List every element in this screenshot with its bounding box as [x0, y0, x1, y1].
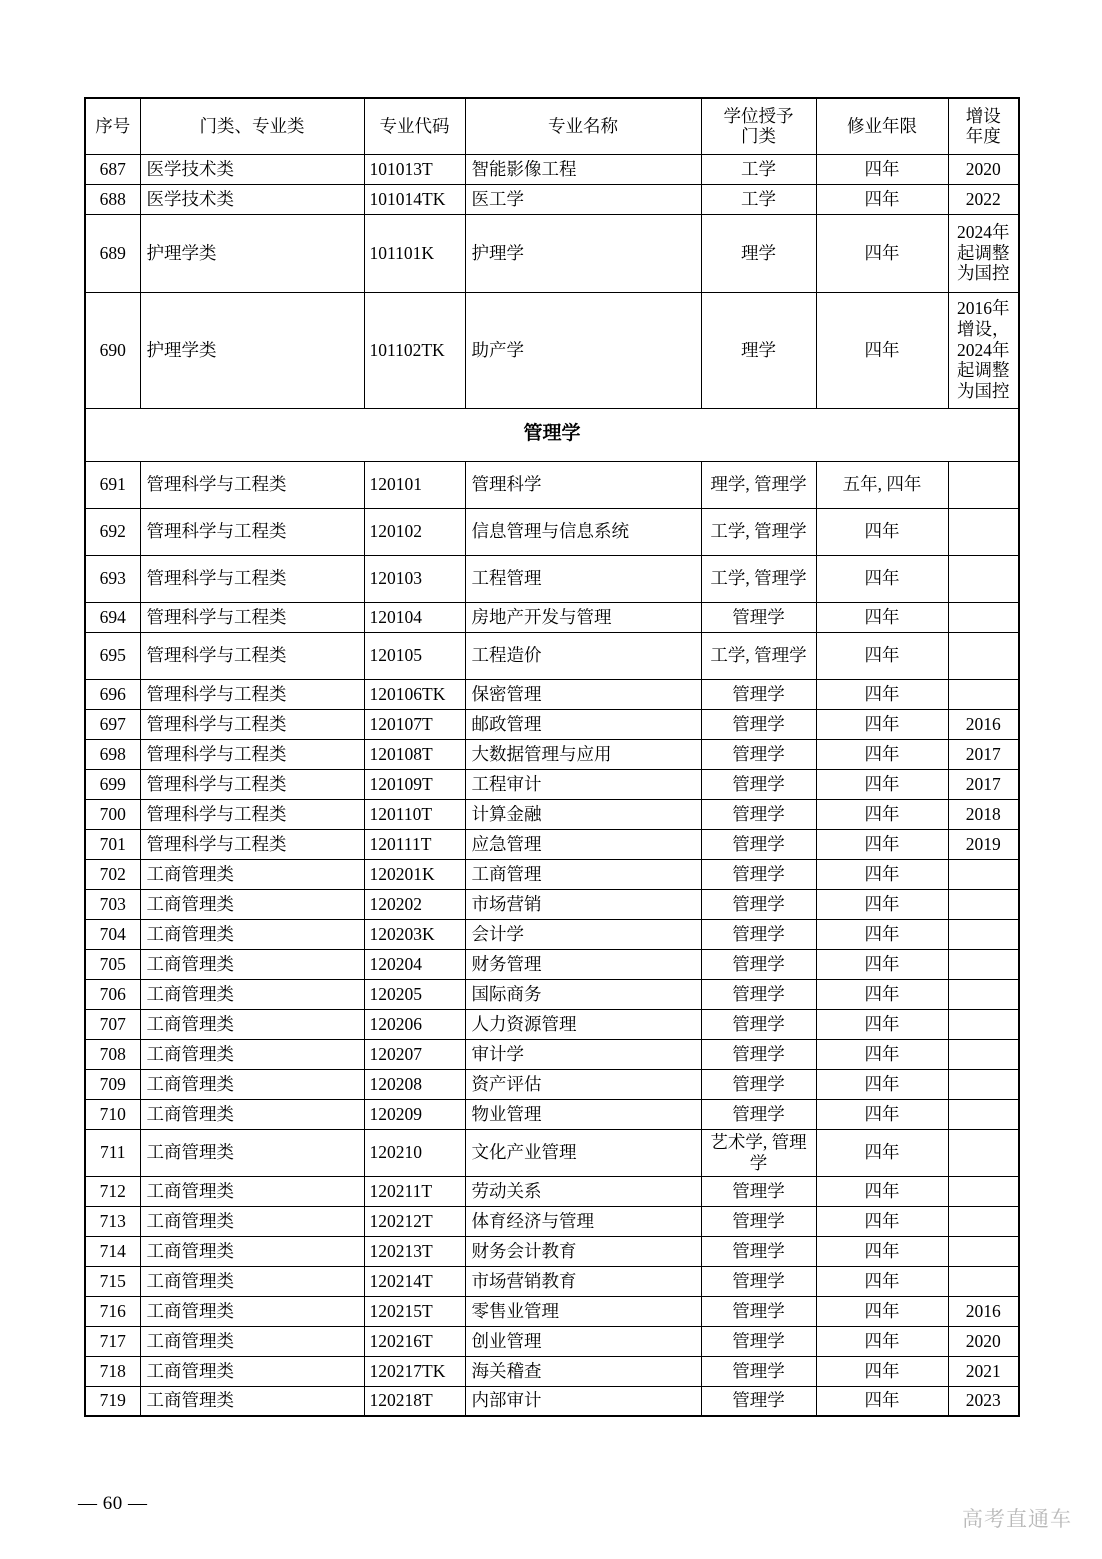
cell-index: 708 — [85, 1039, 140, 1069]
cell-name: 资产评估 — [465, 1069, 701, 1099]
cell-added-year — [948, 679, 1019, 709]
cell-duration: 四年 — [816, 508, 948, 555]
cell-index: 692 — [85, 508, 140, 555]
cell-degree: 管理学 — [701, 1326, 816, 1356]
cell-index: 690 — [85, 292, 140, 408]
cell-name: 管理科学 — [465, 461, 701, 508]
cell-degree: 管理学 — [701, 769, 816, 799]
cell-degree: 艺术学, 管理学 — [701, 1129, 816, 1176]
cell-added-year — [948, 1176, 1019, 1206]
cell-index: 706 — [85, 979, 140, 1009]
cell-added-year: 2017 — [948, 739, 1019, 769]
cell-code: 120107T — [364, 709, 465, 739]
cell-index: 697 — [85, 709, 140, 739]
cell-category: 工商管理类 — [140, 919, 364, 949]
cell-name: 工程造价 — [465, 632, 701, 679]
cell-name: 海关稽查 — [465, 1356, 701, 1386]
table-row — [85, 508, 1019, 555]
cell-index: 700 — [85, 799, 140, 829]
page-number: — 60 — — [78, 1493, 148, 1514]
cell-index: 702 — [85, 859, 140, 889]
cell-duration: 四年 — [816, 184, 948, 214]
table-row — [85, 1236, 1019, 1266]
cell-code: 120106TK — [364, 679, 465, 709]
table-row — [85, 1039, 1019, 1069]
cell-degree: 管理学 — [701, 1009, 816, 1039]
cell-category: 护理学类 — [140, 292, 364, 408]
cell-index: 689 — [85, 214, 140, 292]
table-row — [85, 602, 1019, 632]
cell-code: 120111T — [364, 829, 465, 859]
cell-duration: 四年 — [816, 292, 948, 408]
cell-degree: 理学 — [701, 214, 816, 292]
cell-code: 120102 — [364, 508, 465, 555]
cell-added-year — [948, 508, 1019, 555]
cell-code: 120108T — [364, 739, 465, 769]
cell-degree: 管理学 — [701, 949, 816, 979]
cell-index: 719 — [85, 1386, 140, 1416]
cell-index: 693 — [85, 555, 140, 602]
cell-added-year: 2023 — [948, 1386, 1019, 1416]
column-header-degree — [701, 98, 816, 154]
cell-index: 714 — [85, 1236, 140, 1266]
cell-index: 716 — [85, 1296, 140, 1326]
table-row — [85, 859, 1019, 889]
cell-code: 120212T — [364, 1206, 465, 1236]
cell-degree: 管理学 — [701, 1296, 816, 1326]
cell-degree: 管理学 — [701, 1206, 816, 1236]
cell-degree: 管理学 — [701, 1099, 816, 1129]
cell-degree: 管理学 — [701, 1176, 816, 1206]
cell-degree: 理学 — [701, 292, 816, 408]
table-row — [85, 214, 1019, 292]
cell-duration: 四年 — [816, 555, 948, 602]
cell-duration: 四年 — [816, 1266, 948, 1296]
cell-code: 120101 — [364, 461, 465, 508]
table-row — [85, 1356, 1019, 1386]
cell-added-year — [948, 1069, 1019, 1099]
cell-added-year: 2020 — [948, 1326, 1019, 1356]
cell-added-year: 2020 — [948, 154, 1019, 184]
cell-category: 管理科学与工程类 — [140, 739, 364, 769]
cell-category: 管理科学与工程类 — [140, 461, 364, 508]
cell-name: 财务管理 — [465, 949, 701, 979]
cell-category: 护理学类 — [140, 214, 364, 292]
cell-category: 工商管理类 — [140, 979, 364, 1009]
column-header-degree-line1: 学位授予 — [723, 105, 794, 126]
table-row — [85, 739, 1019, 769]
cell-added-year: 2016年增设，2024年起调整为国控 — [948, 292, 1019, 408]
cell-code: 120217TK — [364, 1356, 465, 1386]
cell-category: 管理科学与工程类 — [140, 829, 364, 859]
column-header-category: 门类、专业类 — [140, 98, 364, 154]
cell-degree: 管理学 — [701, 829, 816, 859]
table-row — [85, 1326, 1019, 1356]
cell-name: 国际商务 — [465, 979, 701, 1009]
cell-degree: 管理学 — [701, 1236, 816, 1266]
cell-category: 管理科学与工程类 — [140, 632, 364, 679]
cell-index: 699 — [85, 769, 140, 799]
cell-index: 696 — [85, 679, 140, 709]
cell-added-year: 2024年起调整为国控 — [948, 214, 1019, 292]
cell-duration: 四年 — [816, 1386, 948, 1416]
cell-duration: 四年 — [816, 1069, 948, 1099]
table-row — [85, 919, 1019, 949]
cell-degree: 管理学 — [701, 1266, 816, 1296]
column-header-degree-line2: 门类 — [741, 126, 776, 147]
cell-duration: 四年 — [816, 1356, 948, 1386]
table-row — [85, 184, 1019, 214]
cell-added-year: 2017 — [948, 769, 1019, 799]
cell-index: 718 — [85, 1356, 140, 1386]
cell-degree: 管理学 — [701, 1069, 816, 1099]
cell-added-year — [948, 461, 1019, 508]
cell-degree: 管理学 — [701, 602, 816, 632]
cell-duration: 四年 — [816, 154, 948, 184]
cell-degree: 工学, 管理学 — [701, 508, 816, 555]
cell-code: 120215T — [364, 1296, 465, 1326]
cell-index: 688 — [85, 184, 140, 214]
cell-degree: 管理学 — [701, 799, 816, 829]
cell-added-year: 2021 — [948, 1356, 1019, 1386]
cell-name: 财务会计教育 — [465, 1236, 701, 1266]
table-body — [85, 154, 1019, 1416]
undergraduate-majors-table-wrap — [84, 97, 1018, 1417]
cell-degree: 管理学 — [701, 739, 816, 769]
cell-name: 会计学 — [465, 919, 701, 949]
cell-name: 应急管理 — [465, 829, 701, 859]
table-row — [85, 769, 1019, 799]
cell-code: 120209 — [364, 1099, 465, 1129]
column-header-name: 专业名称 — [465, 98, 701, 154]
cell-name: 劳动关系 — [465, 1176, 701, 1206]
table-header-row — [85, 98, 1019, 154]
cell-duration: 四年 — [816, 1176, 948, 1206]
cell-duration: 四年 — [816, 632, 948, 679]
cell-category: 管理科学与工程类 — [140, 602, 364, 632]
cell-category: 工商管理类 — [140, 1326, 364, 1356]
column-header-added-year-line2: 年度 — [965, 126, 1001, 147]
cell-index: 701 — [85, 829, 140, 859]
cell-added-year: 2016 — [948, 1296, 1019, 1326]
cell-degree: 工学, 管理学 — [701, 632, 816, 679]
cell-name: 工程审计 — [465, 769, 701, 799]
cell-code: 120206 — [364, 1009, 465, 1039]
cell-category: 管理科学与工程类 — [140, 769, 364, 799]
undergraduate-majors-table — [84, 97, 1020, 1417]
cell-name: 零售业管理 — [465, 1296, 701, 1326]
cell-duration: 四年 — [816, 1326, 948, 1356]
table-row — [85, 1129, 1019, 1176]
cell-code: 120109T — [364, 769, 465, 799]
cell-category: 工商管理类 — [140, 1206, 364, 1236]
cell-name: 邮政管理 — [465, 709, 701, 739]
cell-degree: 工学 — [701, 154, 816, 184]
cell-added-year: 2016 — [948, 709, 1019, 739]
table-row — [85, 1176, 1019, 1206]
cell-index: 705 — [85, 949, 140, 979]
cell-code: 120214T — [364, 1266, 465, 1296]
cell-code: 101101K — [364, 214, 465, 292]
cell-added-year — [948, 979, 1019, 1009]
cell-degree: 管理学 — [701, 1386, 816, 1416]
table-row — [85, 709, 1019, 739]
cell-name: 人力资源管理 — [465, 1009, 701, 1039]
cell-degree: 管理学 — [701, 979, 816, 1009]
cell-duration: 四年 — [816, 949, 948, 979]
cell-added-year — [948, 889, 1019, 919]
table-row — [85, 292, 1019, 408]
cell-added-year: 2018 — [948, 799, 1019, 829]
table-row — [85, 1266, 1019, 1296]
cell-category: 工商管理类 — [140, 1099, 364, 1129]
table-row — [85, 1296, 1019, 1326]
cell-degree: 管理学 — [701, 859, 816, 889]
cell-name: 医工学 — [465, 184, 701, 214]
cell-name: 计算金融 — [465, 799, 701, 829]
cell-category: 工商管理类 — [140, 1296, 364, 1326]
cell-code: 120218T — [364, 1386, 465, 1416]
cell-name: 工程管理 — [465, 555, 701, 602]
cell-category: 工商管理类 — [140, 1386, 364, 1416]
cell-category: 工商管理类 — [140, 1266, 364, 1296]
cell-degree: 管理学 — [701, 679, 816, 709]
cell-code: 120103 — [364, 555, 465, 602]
cell-index: 694 — [85, 602, 140, 632]
cell-code: 120210 — [364, 1129, 465, 1176]
cell-degree: 管理学 — [701, 1356, 816, 1386]
cell-added-year — [948, 1099, 1019, 1129]
cell-index: 717 — [85, 1326, 140, 1356]
cell-name: 助产学 — [465, 292, 701, 408]
cell-degree: 工学 — [701, 184, 816, 214]
cell-code: 120207 — [364, 1039, 465, 1069]
cell-index: 710 — [85, 1099, 140, 1129]
column-header-code: 专业代码 — [364, 98, 465, 154]
table-row — [85, 461, 1019, 508]
cell-duration: 四年 — [816, 829, 948, 859]
cell-code: 101013T — [364, 154, 465, 184]
cell-name: 体育经济与管理 — [465, 1206, 701, 1236]
cell-code: 120110T — [364, 799, 465, 829]
table-section-row — [85, 408, 1019, 461]
cell-index: 687 — [85, 154, 140, 184]
cell-code: 120211T — [364, 1176, 465, 1206]
table-row — [85, 889, 1019, 919]
table-row — [85, 1009, 1019, 1039]
cell-category: 管理科学与工程类 — [140, 679, 364, 709]
cell-category: 工商管理类 — [140, 1069, 364, 1099]
cell-duration: 四年 — [816, 214, 948, 292]
cell-category: 工商管理类 — [140, 1009, 364, 1039]
cell-duration: 四年 — [816, 859, 948, 889]
cell-duration: 四年 — [816, 1206, 948, 1236]
cell-name: 护理学 — [465, 214, 701, 292]
cell-index: 695 — [85, 632, 140, 679]
cell-added-year — [948, 949, 1019, 979]
cell-name: 市场营销 — [465, 889, 701, 919]
cell-code: 120205 — [364, 979, 465, 1009]
cell-degree: 管理学 — [701, 1039, 816, 1069]
table-row — [85, 1099, 1019, 1129]
cell-name: 创业管理 — [465, 1326, 701, 1356]
cell-added-year — [948, 1206, 1019, 1236]
cell-code: 120104 — [364, 602, 465, 632]
cell-name: 文化产业管理 — [465, 1129, 701, 1176]
cell-name: 工商管理 — [465, 859, 701, 889]
cell-name: 大数据管理与应用 — [465, 739, 701, 769]
table-row — [85, 829, 1019, 859]
table-header — [85, 98, 1019, 154]
cell-duration: 四年 — [816, 1129, 948, 1176]
cell-duration: 四年 — [816, 919, 948, 949]
cell-duration: 五年, 四年 — [816, 461, 948, 508]
cell-index: 713 — [85, 1206, 140, 1236]
cell-added-year — [948, 919, 1019, 949]
table-row — [85, 679, 1019, 709]
cell-code: 120202 — [364, 889, 465, 919]
cell-name: 内部审计 — [465, 1386, 701, 1416]
cell-added-year — [948, 1129, 1019, 1176]
cell-code: 120213T — [364, 1236, 465, 1266]
cell-index: 709 — [85, 1069, 140, 1099]
cell-duration: 四年 — [816, 709, 948, 739]
table-row — [85, 632, 1019, 679]
cell-degree: 管理学 — [701, 889, 816, 919]
cell-index: 703 — [85, 889, 140, 919]
cell-duration: 四年 — [816, 1039, 948, 1069]
cell-name: 智能影像工程 — [465, 154, 701, 184]
cell-duration: 四年 — [816, 799, 948, 829]
cell-added-year — [948, 1236, 1019, 1266]
cell-added-year — [948, 602, 1019, 632]
cell-category: 工商管理类 — [140, 889, 364, 919]
cell-name: 保密管理 — [465, 679, 701, 709]
cell-index: 698 — [85, 739, 140, 769]
cell-duration: 四年 — [816, 1099, 948, 1129]
section-title: 管理学 — [85, 408, 1019, 461]
cell-duration: 四年 — [816, 1296, 948, 1326]
cell-index: 711 — [85, 1129, 140, 1176]
cell-degree: 理学, 管理学 — [701, 461, 816, 508]
cell-duration: 四年 — [816, 679, 948, 709]
column-header-added-year-line1: 增设 — [965, 105, 1001, 126]
cell-duration: 四年 — [816, 889, 948, 919]
table-row — [85, 949, 1019, 979]
cell-duration: 四年 — [816, 769, 948, 799]
cell-added-year — [948, 555, 1019, 602]
cell-code: 120208 — [364, 1069, 465, 1099]
cell-name: 市场营销教育 — [465, 1266, 701, 1296]
cell-category: 工商管理类 — [140, 1039, 364, 1069]
cell-category: 工商管理类 — [140, 1176, 364, 1206]
cell-degree: 管理学 — [701, 709, 816, 739]
cell-index: 707 — [85, 1009, 140, 1039]
cell-code: 101014TK — [364, 184, 465, 214]
cell-index: 691 — [85, 461, 140, 508]
cell-added-year — [948, 1009, 1019, 1039]
watermark: 高考直通车 — [962, 1508, 1072, 1531]
cell-code: 120201K — [364, 859, 465, 889]
cell-code: 120216T — [364, 1326, 465, 1356]
table-row — [85, 154, 1019, 184]
cell-name: 审计学 — [465, 1039, 701, 1069]
cell-duration: 四年 — [816, 739, 948, 769]
cell-category: 管理科学与工程类 — [140, 508, 364, 555]
cell-degree: 工学, 管理学 — [701, 555, 816, 602]
cell-duration: 四年 — [816, 602, 948, 632]
cell-index: 715 — [85, 1266, 140, 1296]
cell-degree: 管理学 — [701, 919, 816, 949]
cell-duration: 四年 — [816, 1009, 948, 1039]
cell-added-year — [948, 1039, 1019, 1069]
cell-added-year — [948, 1266, 1019, 1296]
cell-added-year — [948, 632, 1019, 679]
cell-category: 管理科学与工程类 — [140, 709, 364, 739]
cell-duration: 四年 — [816, 979, 948, 1009]
table-row — [85, 1206, 1019, 1236]
cell-category: 管理科学与工程类 — [140, 799, 364, 829]
cell-category: 工商管理类 — [140, 1236, 364, 1266]
table-row — [85, 1069, 1019, 1099]
column-header-duration: 修业年限 — [816, 98, 948, 154]
column-header-added-year — [948, 98, 1019, 154]
cell-category: 医学技术类 — [140, 184, 364, 214]
cell-code: 101102TK — [364, 292, 465, 408]
table-row — [85, 799, 1019, 829]
table-row — [85, 555, 1019, 602]
cell-name: 房地产开发与管理 — [465, 602, 701, 632]
cell-category: 工商管理类 — [140, 859, 364, 889]
cell-name: 信息管理与信息系统 — [465, 508, 701, 555]
cell-index: 712 — [85, 1176, 140, 1206]
cell-code: 120105 — [364, 632, 465, 679]
cell-code: 120204 — [364, 949, 465, 979]
cell-category: 工商管理类 — [140, 1356, 364, 1386]
table-row — [85, 1386, 1019, 1416]
cell-index: 704 — [85, 919, 140, 949]
cell-category: 工商管理类 — [140, 1129, 364, 1176]
cell-category: 管理科学与工程类 — [140, 555, 364, 602]
cell-duration: 四年 — [816, 1236, 948, 1266]
cell-added-year: 2019 — [948, 829, 1019, 859]
cell-added-year — [948, 859, 1019, 889]
cell-code: 120203K — [364, 919, 465, 949]
cell-category: 医学技术类 — [140, 154, 364, 184]
table-row — [85, 979, 1019, 1009]
cell-added-year: 2022 — [948, 184, 1019, 214]
cell-category: 工商管理类 — [140, 949, 364, 979]
cell-name: 物业管理 — [465, 1099, 701, 1129]
column-header-index: 序号 — [85, 98, 140, 154]
